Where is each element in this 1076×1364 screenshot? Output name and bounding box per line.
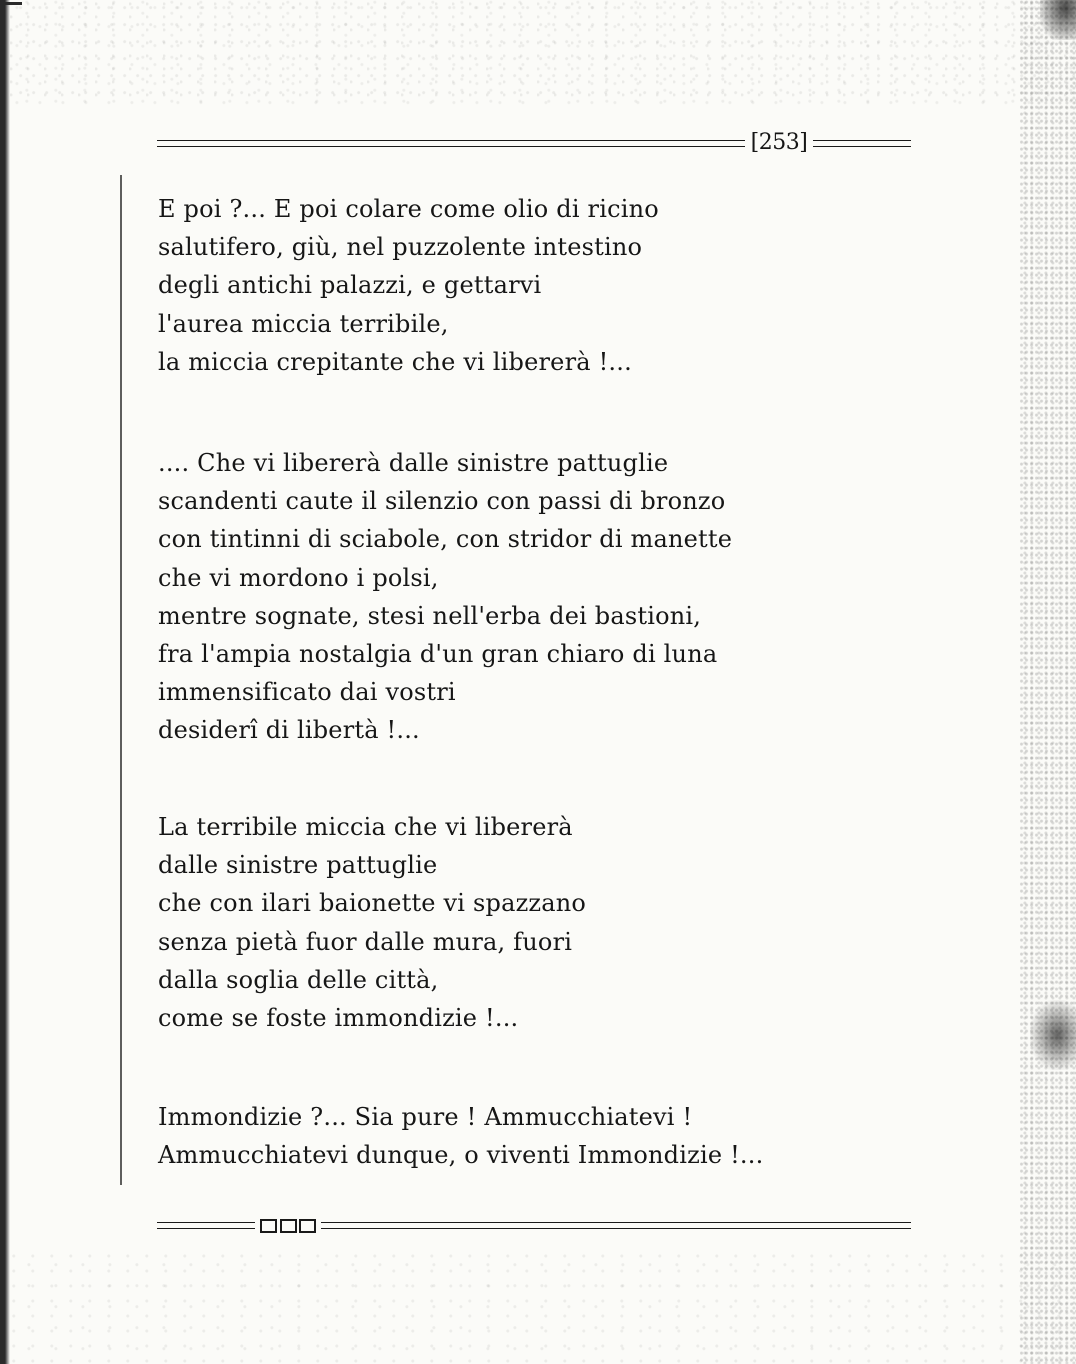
verse-line: scandenti caute il silenzio con passi di bronzo bbox=[158, 487, 726, 516]
verse-line: .... Che vi libererà dalle sinistre pattuglie bbox=[158, 449, 669, 477]
page-binding-tick bbox=[0, 2, 22, 5]
verse-line: fra l'ampia nostalgia d'un gran chiaro di luna bbox=[158, 639, 718, 668]
ornament-box-icon bbox=[299, 1219, 316, 1233]
verse-line: E poi ?... E poi colare come olio di ricino bbox=[158, 195, 659, 223]
header-rule-left bbox=[157, 140, 745, 147]
scan-blot bbox=[1030, 1000, 1076, 1070]
footer-rule-left bbox=[157, 1222, 255, 1229]
verse-line: immensificato dai vostri bbox=[158, 678, 456, 707]
ornament-box-icon bbox=[280, 1219, 297, 1233]
page-number: [253] bbox=[750, 130, 808, 155]
ornament-boxes bbox=[260, 1219, 316, 1233]
verse-line: La terribile miccia che vi libererà bbox=[158, 813, 573, 841]
scan-noise-top bbox=[10, 0, 1076, 105]
scan-shadow-corner bbox=[1040, 0, 1076, 40]
verse-line: dalle sinistre pattuglie bbox=[158, 851, 438, 880]
stanza-1 bbox=[158, 190, 659, 381]
header-rule-right bbox=[813, 140, 911, 147]
verse-line: con tintinni di sciabole, con stridor di manette bbox=[158, 525, 733, 554]
page-binding-edge bbox=[0, 0, 10, 1364]
page-header bbox=[157, 128, 911, 158]
scan-noise-right bbox=[1020, 0, 1076, 1364]
page-footer-ornament bbox=[157, 1216, 911, 1236]
verse-line: come se foste immondizie !... bbox=[158, 1003, 519, 1032]
verse-line: degli antichi palazzi, e gettarvi bbox=[158, 271, 542, 300]
verse-line: dalla soglia delle città, bbox=[158, 965, 439, 994]
ornament-box-icon bbox=[260, 1219, 277, 1233]
stanza-3 bbox=[158, 808, 586, 1037]
verse-line: mentre sognate, stesi nell'erba dei bastioni, bbox=[158, 601, 702, 630]
verse-line: la miccia crepitante che vi libererà !... bbox=[158, 347, 632, 376]
verse-line: Ammucchiatevi dunque, o viventi Immondizie !... bbox=[158, 1141, 764, 1170]
scan-noise-bottom bbox=[10, 1250, 1076, 1364]
stanza-4 bbox=[158, 1098, 763, 1174]
margin-line bbox=[120, 175, 122, 1185]
stanza-2 bbox=[158, 444, 732, 750]
verse-line: che vi mordono i polsi, bbox=[158, 563, 439, 592]
verse-line: salutifero, giù, nel puzzolente intestino bbox=[158, 233, 643, 262]
verse-line: Immondizie ?... Sia pure ! Ammucchiatevi ! bbox=[158, 1103, 693, 1131]
verse-line: che con ilari baionette vi spazzano bbox=[158, 889, 587, 918]
verse-line: senza pietà fuor dalle mura, fuori bbox=[158, 927, 573, 956]
footer-rule-right bbox=[321, 1222, 911, 1229]
verse-line: desiderî di libertà !... bbox=[158, 716, 420, 745]
verse-line: l'aurea miccia terribile, bbox=[158, 309, 449, 338]
